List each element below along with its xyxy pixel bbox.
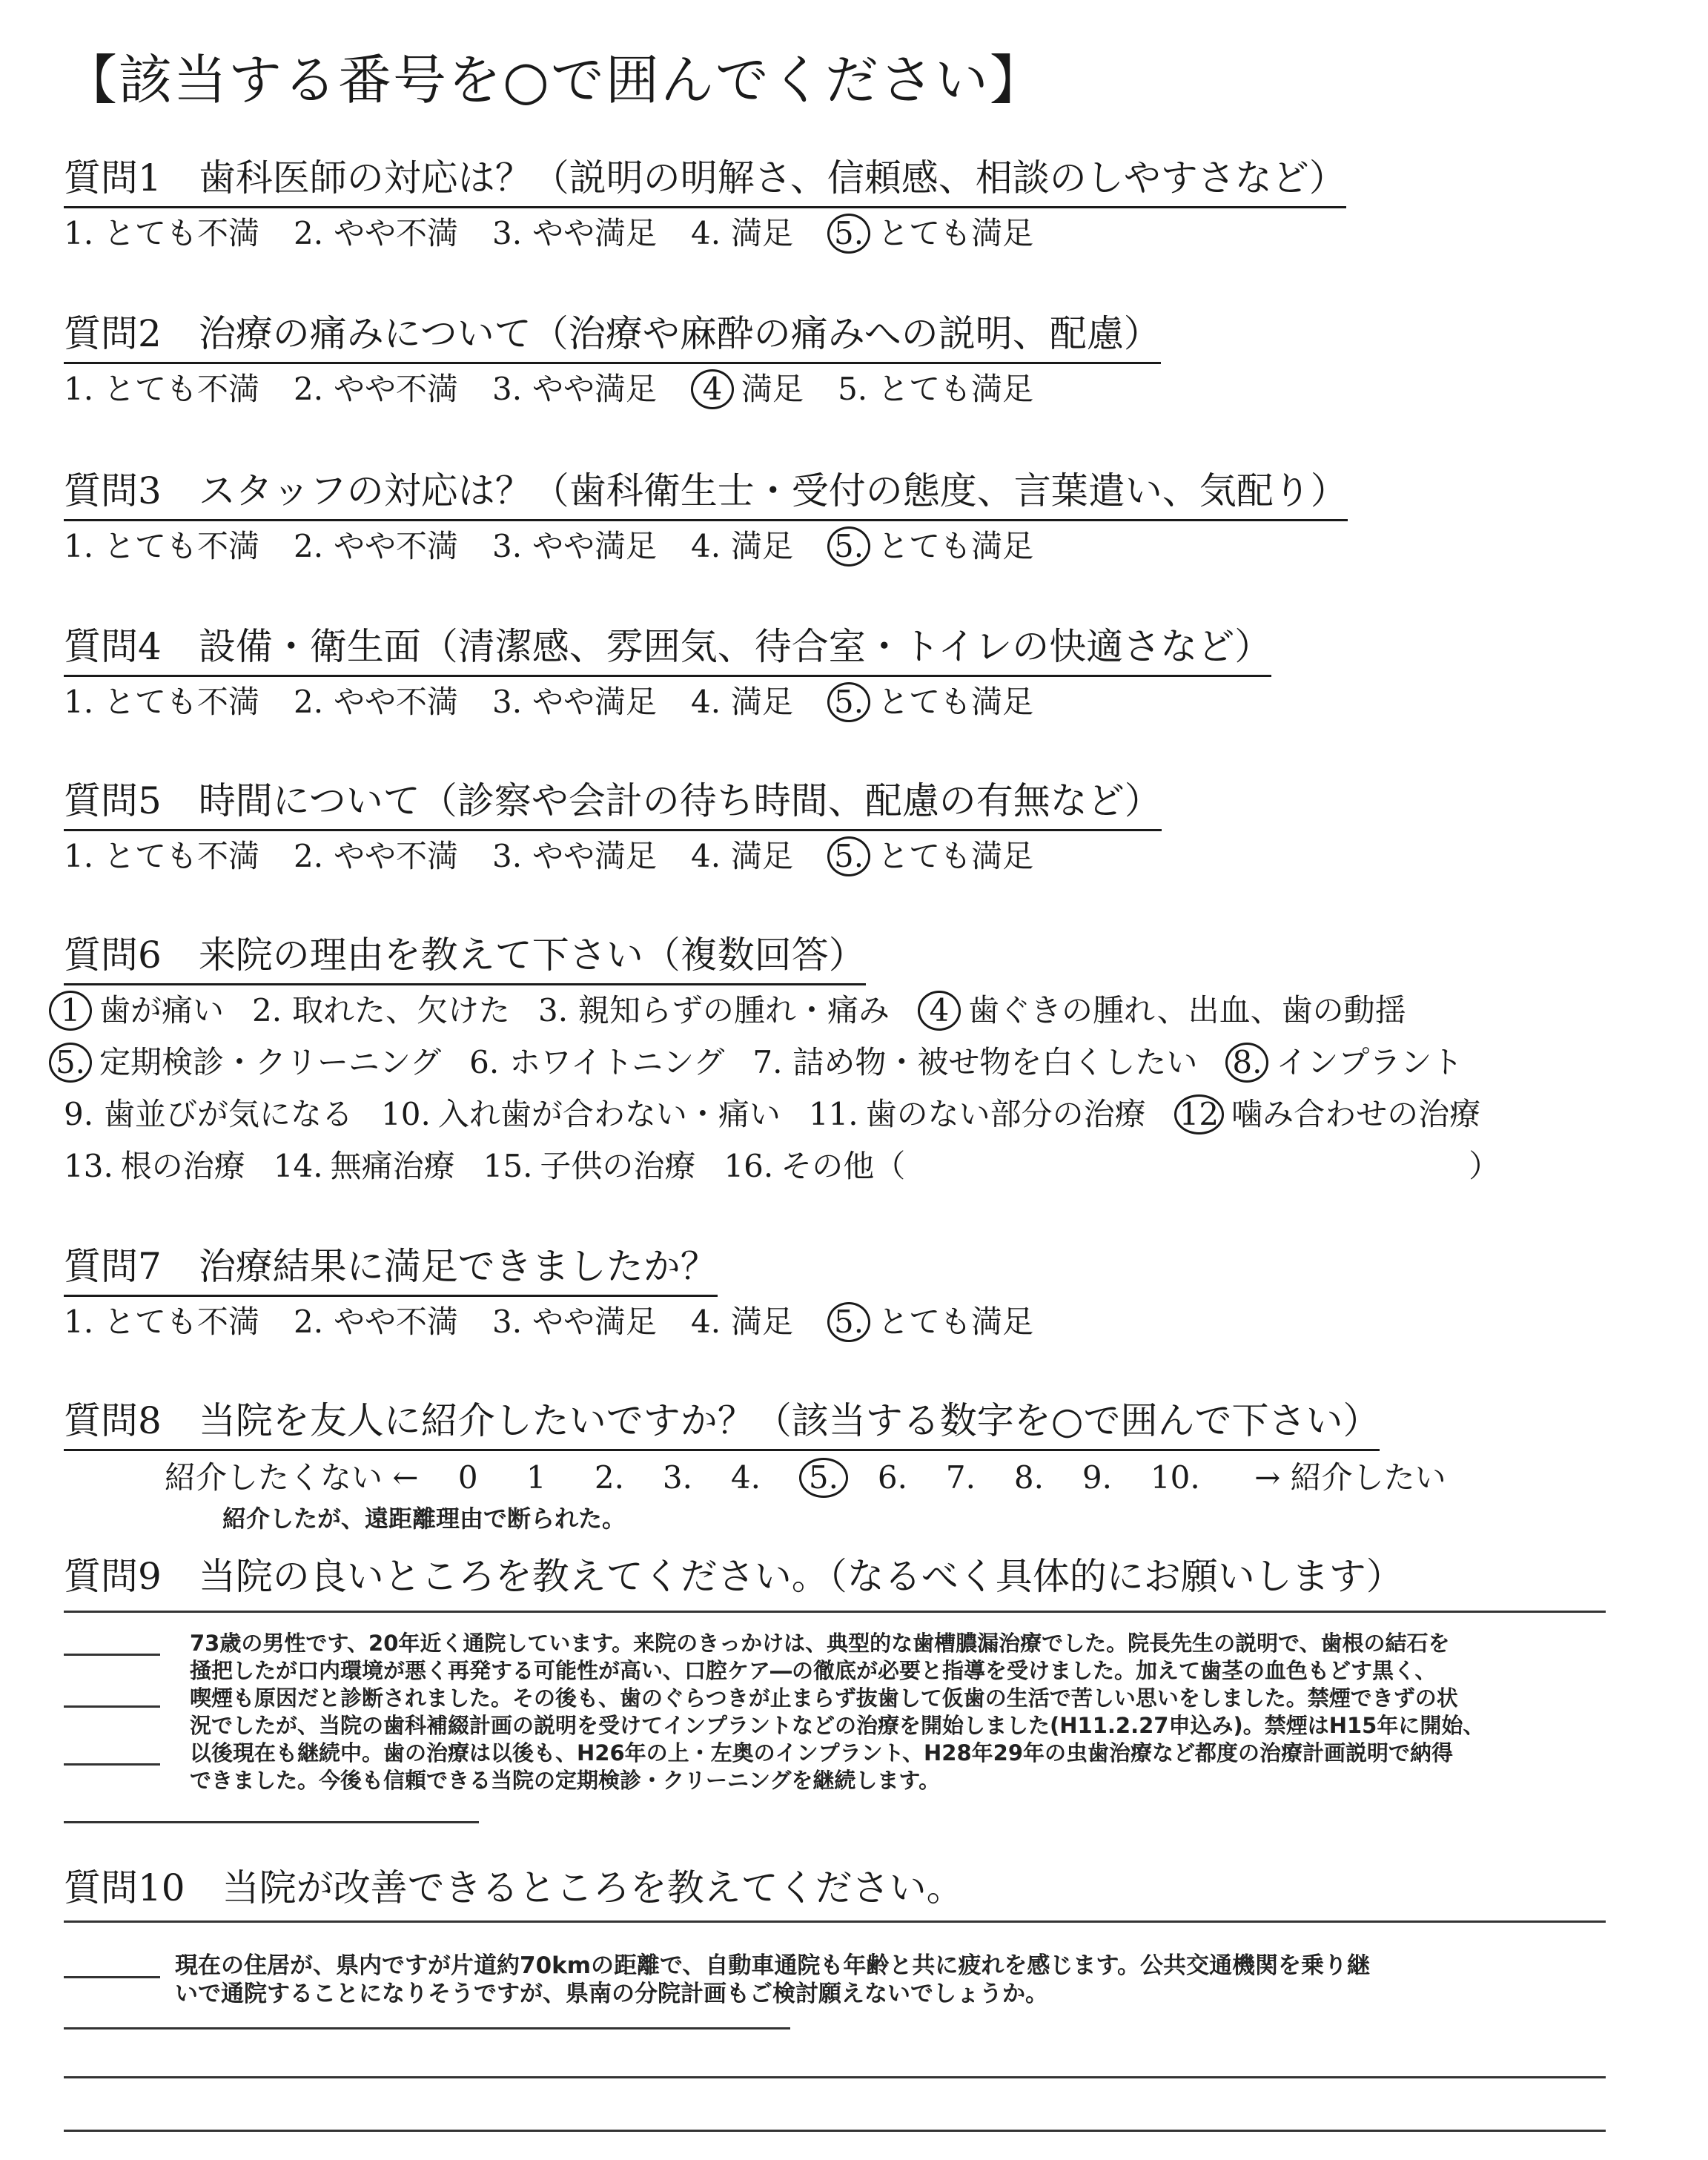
question-label: 質問2 <box>64 312 162 355</box>
option-label: 歯が痛い <box>99 992 225 1028</box>
q9-answer <box>190 1630 1484 1794</box>
option-label: 無痛治療 <box>330 1148 455 1184</box>
selected-option-number: 1 <box>49 991 92 1031</box>
option-number: 14. <box>273 1148 323 1184</box>
scale-value[interactable]: 9. <box>1082 1459 1112 1496</box>
option-label: 歯並びが気になる <box>104 1096 354 1132</box>
selected-option-number: 5. <box>827 682 870 722</box>
question-label: 質問8 <box>64 1399 162 1442</box>
rating-option[interactable] <box>492 522 657 567</box>
q6-row-1 <box>49 986 1434 1031</box>
option-number: 2. <box>294 528 324 564</box>
option-label: とても不満 <box>104 528 260 564</box>
q10-answer-line-2: いで通院することになりそうですが、県南の分院計画もご検討願えないでしょうか。 <box>175 1981 1048 2007</box>
question-text: 来院の理由を教えて下さい（複数回答） <box>198 934 866 977</box>
option-number: 3. <box>492 528 523 564</box>
rating-option[interactable] <box>64 522 259 567</box>
option-label: とても不満 <box>104 371 260 407</box>
option-number: 1. <box>64 215 94 251</box>
option-label: 満足 <box>731 528 794 564</box>
answer-line-short <box>64 1705 160 1708</box>
option-label: やや不満 <box>334 371 459 407</box>
q10-answer-line <box>64 2027 790 2029</box>
rating-option[interactable] <box>691 678 793 722</box>
option-number: 1. <box>64 528 94 564</box>
question-text: 当院の良いところを教えてください。（なるべく具体的にお願いします） <box>198 1555 1403 1598</box>
question-label: 質問3 <box>64 469 162 512</box>
rating-option[interactable] <box>827 832 1033 876</box>
option-number: 5. <box>838 371 868 407</box>
q9-answer-line-4: 況でしたが、当院の歯科補綴計画の説明を受けてインプラントなどの治療を開始しました(H11.2.27申込み)。禁煙はH15年に開始、 <box>190 1713 1485 1738</box>
q10-answer-line-1: 現在の住居が、県内ですが片道約70kmの距離で、自動車通院も年齢と共に疲れを感じます。公共交通機関を乗り継 <box>175 1952 1370 1979</box>
scale-value[interactable]: 10. <box>1150 1459 1200 1496</box>
option-number: 16. <box>724 1148 774 1184</box>
reason-option[interactable] <box>64 1142 245 1186</box>
question-label: 質問7 <box>64 1245 162 1288</box>
q8-scale <box>165 1453 1446 1498</box>
reason-option[interactable] <box>752 1038 1197 1083</box>
option-label: やや不満 <box>334 684 459 720</box>
scale-value[interactable]: 4. <box>730 1459 761 1496</box>
q8-comment: 紹介したが、遠距離理由で断られた。 <box>222 1505 626 1533</box>
question-5-title <box>64 771 1162 831</box>
reason-option[interactable] <box>252 986 510 1031</box>
option-label: 根の治療 <box>120 1148 245 1184</box>
option-label: とても満足 <box>878 1304 1034 1340</box>
option-label: とても不満 <box>104 1304 260 1340</box>
q6-row-3 <box>64 1090 1509 1135</box>
rating-option[interactable] <box>294 209 458 254</box>
option-number: 3. <box>492 215 523 251</box>
answer-line-short <box>64 1976 160 1978</box>
option-number: 4. <box>691 684 721 720</box>
rating-option[interactable] <box>492 1298 657 1342</box>
option-number: 2. <box>294 1304 324 1340</box>
reason-option[interactable] <box>1174 1090 1480 1135</box>
option-number: 7. <box>752 1044 783 1080</box>
q9-answer-line-6: できました。今後も信頼できる当院の定期検診・クリーニングを継続します。 <box>190 1768 941 1793</box>
option-label: ホワイトニング <box>509 1044 725 1080</box>
q8-numbers <box>458 1458 1230 1498</box>
reason-option[interactable] <box>469 1038 724 1083</box>
question-6-title <box>64 925 866 985</box>
rating-option[interactable] <box>294 365 458 409</box>
q9-answer-line <box>64 1611 1606 1613</box>
option-label: やや満足 <box>532 684 658 720</box>
option-label: やや満足 <box>532 371 658 407</box>
rating-option[interactable] <box>827 1298 1033 1342</box>
rating-option[interactable] <box>64 365 259 409</box>
q9-answer-line-1: 73歳の男性です、20年近く通院しています。来院のきっかけは、典型的な歯槽膿漏治療でした。院長先生の説明で、歯根の結石を <box>190 1631 1450 1656</box>
option-number: 1. <box>64 838 94 874</box>
reason-option[interactable] <box>483 1142 696 1186</box>
question-2-options <box>64 365 1068 409</box>
option-label: やや満足 <box>532 838 658 874</box>
rating-option[interactable] <box>827 522 1033 567</box>
reason-option[interactable] <box>64 1090 353 1135</box>
rating-option[interactable] <box>691 1298 793 1342</box>
option-number: 2. <box>294 838 324 874</box>
rating-option[interactable] <box>838 365 1033 409</box>
option-label: その他（ <box>781 1148 906 1184</box>
option-number: 1. <box>64 684 94 720</box>
q6-row-4 <box>64 1142 1528 1186</box>
option-label: 満足 <box>741 371 804 407</box>
option-label: とても満足 <box>878 838 1034 874</box>
scale-value[interactable]: 2. <box>594 1459 624 1496</box>
rating-option[interactable] <box>294 1298 458 1342</box>
option-label: やや不満 <box>334 528 459 564</box>
q6-row-2 <box>49 1038 1491 1083</box>
rating-option[interactable] <box>294 832 458 876</box>
option-label: 噛み合わせの治療 <box>1231 1096 1481 1132</box>
option-label: 歯ぐきの腫れ、出血、歯の動揺 <box>968 992 1406 1028</box>
option-label: やや不満 <box>334 1304 459 1340</box>
answer-line-short <box>64 1763 160 1766</box>
question-text: スタッフの対応は？（歯科衛生士・受付の態度、言葉遣い、気配り） <box>198 469 1348 512</box>
option-number: 2. <box>294 371 324 407</box>
rating-option[interactable] <box>294 522 458 567</box>
option-label: やや満足 <box>532 528 658 564</box>
question-3-title <box>64 461 1348 521</box>
rating-option[interactable] <box>691 522 793 567</box>
scale-value[interactable]: 1 <box>526 1459 546 1496</box>
q10-answer-line <box>64 2130 1606 2132</box>
question-7-options <box>64 1298 1068 1342</box>
option-label: やや満足 <box>532 1304 658 1340</box>
scale-value[interactable]: 3. <box>662 1459 692 1496</box>
rating-option[interactable] <box>64 678 259 722</box>
rating-option[interactable] <box>492 678 657 722</box>
q10-answer-line <box>64 2076 1606 2078</box>
question-text: 当院を友人に紹介したいですか？（該当する数字を○で囲んで下さい） <box>198 1399 1380 1442</box>
question-label: 質問1 <box>64 156 162 199</box>
reason-option[interactable] <box>538 986 890 1031</box>
option-label: とても満足 <box>878 215 1034 251</box>
question-5-options <box>64 832 1068 876</box>
reason-option[interactable] <box>274 1142 455 1186</box>
question-text: 設備・衛生面（清潔感、雰囲気、待合室・トイレの快適さなど） <box>198 625 1272 668</box>
selected-option-number: 4 <box>918 991 961 1031</box>
option-number: 4. <box>691 528 721 564</box>
option-number: 3. <box>492 371 523 407</box>
option-number: 2. <box>294 215 324 251</box>
scale-value[interactable]: 0 <box>457 1459 478 1496</box>
q9-answer-line-5: 以後現在も継続中。歯の治療は以後も、H26年の上・左奥のインプラント、H28年29年の虫歯治療など都度の治療計画説明で納得 <box>190 1740 1454 1766</box>
option-label: 歯のない部分の治療 <box>865 1096 1146 1132</box>
reason-option[interactable] <box>381 1090 781 1135</box>
reason-option[interactable] <box>1469 1142 1500 1186</box>
q8-right-label: → 紹介したい <box>1254 1459 1446 1496</box>
option-label: やや不満 <box>334 215 459 251</box>
option-label: とても満足 <box>878 528 1034 564</box>
selected-option-number: 8. <box>1225 1043 1268 1083</box>
option-number: 4. <box>691 1304 721 1340</box>
option-label: やや不満 <box>334 838 459 874</box>
question-label: 質問6 <box>64 934 162 977</box>
question-7-title <box>64 1237 718 1297</box>
reason-option[interactable] <box>49 1038 441 1083</box>
page-heading: 【該当する番号を○で囲んでください】 <box>64 49 1045 111</box>
reason-option[interactable] <box>1225 1038 1463 1083</box>
question-text: 時間について（診察や会計の待ち時間、配慮の有無など） <box>198 779 1162 822</box>
question-label: 質問9 <box>64 1555 162 1598</box>
option-number: 3. <box>492 838 523 874</box>
question-10-title <box>64 1858 964 1916</box>
q9-answer-line-2: 掻把したが口内環境が悪く再発する可能性が高い、口腔ケア―の徹底が必要と指導を受けました。加えて歯茎の血色もどす黒く、 <box>190 1658 1437 1683</box>
rating-option[interactable] <box>294 678 458 722</box>
option-label: とても不満 <box>104 838 260 874</box>
question-1-title <box>64 148 1346 208</box>
option-label: とても満足 <box>878 371 1034 407</box>
option-number: 3. <box>538 992 569 1028</box>
reason-option[interactable] <box>809 1090 1146 1135</box>
option-label: やや満足 <box>532 215 658 251</box>
selected-scale-value[interactable]: 5. <box>799 1458 848 1498</box>
question-1-options <box>64 209 1068 254</box>
option-number: 4. <box>691 838 721 874</box>
question-text: 歯科医師の対応は？（説明の明解さ、信頼感、相談のしやすさなど） <box>198 156 1346 199</box>
option-label: 親知らずの腫れ・痛み <box>578 992 890 1028</box>
rating-option[interactable] <box>64 209 259 254</box>
selected-option-number: 5. <box>827 526 870 567</box>
option-number: 6. <box>469 1044 500 1080</box>
option-label: とても不満 <box>104 215 260 251</box>
option-number: 1. <box>64 371 94 407</box>
option-label: 満足 <box>731 838 794 874</box>
rating-option[interactable] <box>691 832 793 876</box>
rating-option[interactable] <box>492 365 657 409</box>
question-9-title <box>64 1547 1403 1605</box>
question-label: 質問5 <box>64 779 162 822</box>
option-label: とても満足 <box>878 684 1034 720</box>
selected-option-number: 5. <box>49 1043 92 1083</box>
selected-option-number: 5. <box>827 214 870 254</box>
rating-option[interactable] <box>492 209 657 254</box>
q10-answer <box>175 1952 1370 2008</box>
selected-option-number: 4 <box>691 369 734 409</box>
option-label: 満足 <box>731 215 794 251</box>
selected-option-number: 5. <box>827 1302 870 1342</box>
option-label: インプラント <box>1276 1044 1463 1080</box>
rating-option[interactable] <box>691 209 793 254</box>
question-8-title <box>64 1391 1380 1451</box>
option-number: 9. <box>64 1096 94 1132</box>
rating-option[interactable] <box>64 1298 259 1342</box>
rating-option[interactable] <box>64 832 259 876</box>
q10-answer-line <box>64 1920 1606 1923</box>
answer-line-short <box>64 1654 160 1656</box>
question-label: 質問10 <box>64 1866 185 1909</box>
option-number: 4. <box>691 215 721 251</box>
reason-option[interactable] <box>918 986 1406 1031</box>
rating-option[interactable] <box>827 209 1033 254</box>
rating-option[interactable] <box>691 365 804 409</box>
selected-option-number: 5. <box>827 836 870 876</box>
rating-option[interactable] <box>492 832 657 876</box>
reason-option[interactable] <box>724 1142 905 1186</box>
option-number: 1. <box>64 1304 94 1340</box>
question-text: 治療結果に満足できましたか？ <box>198 1245 718 1288</box>
option-number: 15. <box>483 1148 533 1184</box>
option-label: 満足 <box>731 1304 794 1340</box>
option-label: 満足 <box>731 684 794 720</box>
scale-value[interactable]: 6. <box>877 1459 907 1496</box>
q9-answer-line <box>64 1821 479 1823</box>
option-label: 定期検診・クリーニング <box>99 1044 442 1080</box>
option-label: 入れ歯が合わない・痛い <box>437 1096 781 1132</box>
question-label: 質問4 <box>64 625 162 668</box>
question-3-options <box>64 522 1068 567</box>
rating-option[interactable] <box>827 678 1033 722</box>
selected-option-number: 12 <box>1174 1094 1224 1135</box>
option-label: 子供の治療 <box>540 1148 696 1184</box>
question-text: 治療の痛みについて（治療や麻酔の痛みへの説明、配慮） <box>198 312 1161 355</box>
option-label: 詰め物・被せ物を白くしたい <box>792 1044 1198 1080</box>
scale-value[interactable]: 7. <box>945 1459 976 1496</box>
question-4-title <box>64 617 1271 677</box>
option-label: ） <box>1469 1148 1500 1184</box>
option-number: 3. <box>492 1304 523 1340</box>
question-2-title <box>64 304 1161 364</box>
reason-option[interactable] <box>49 986 224 1031</box>
option-number: 2. <box>294 684 324 720</box>
option-number: 2. <box>252 992 282 1028</box>
q9-answer-line-3: 喫煙も原因だと診断されました。その後も、歯のぐらつきが止まらず抜歯して仮歯の生活で苦しい思いをしました。禁煙できずの状 <box>190 1685 1458 1711</box>
option-number: 3. <box>492 684 523 720</box>
q8-left-label: 紹介したくない ← <box>165 1459 419 1496</box>
option-number: 10. <box>381 1096 431 1132</box>
option-label: 取れた、欠けた <box>292 992 511 1028</box>
option-number: 11. <box>808 1096 858 1132</box>
option-label: とても不満 <box>104 684 260 720</box>
option-number: 13. <box>64 1148 113 1184</box>
question-text: 当院が改善できるところを教えてください。 <box>222 1866 964 1909</box>
scale-value[interactable]: 8. <box>1013 1459 1044 1496</box>
question-4-options <box>64 678 1068 722</box>
